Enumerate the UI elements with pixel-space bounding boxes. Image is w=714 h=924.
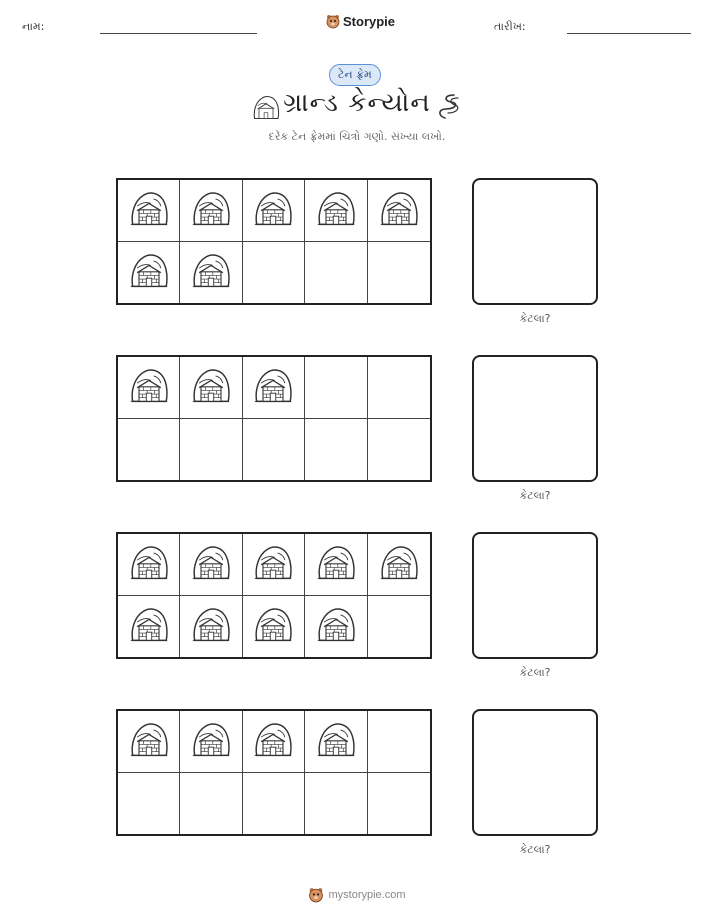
ten-frame-cell: [180, 357, 242, 419]
canyon-rock-house-icon: [316, 719, 356, 763]
ten-frame-cell: [305, 357, 367, 419]
answer-box-1[interactable]: [472, 178, 598, 305]
ten-frame-4: [116, 709, 432, 836]
canyon-rock-house-icon: [253, 542, 293, 586]
ten-frame-cell: [180, 773, 242, 835]
ten-frame-cell: [368, 242, 430, 304]
ten-frame-1: [116, 178, 432, 305]
ten-frame-cell: [243, 180, 305, 242]
canyon-rock-house-icon: [129, 365, 169, 409]
ten-frame-cell: [305, 534, 367, 596]
ten-frame-cell: [243, 419, 305, 481]
how-many-label-4: કેટલા?: [519, 843, 551, 856]
canyon-rock-house-icon: [379, 542, 419, 586]
canyon-rock-house-icon: [191, 719, 231, 763]
ten-frame-cell: [305, 242, 367, 304]
ten-frame-cell: [368, 357, 430, 419]
ten-frame-cell: [118, 773, 180, 835]
canyon-rock-house-icon: [253, 188, 293, 232]
canyon-rock-house-icon: [191, 365, 231, 409]
canyon-rock-house-icon: [191, 542, 231, 586]
ten-frame-cell: [243, 773, 305, 835]
ten-frame-cell: [118, 180, 180, 242]
canyon-rock-house-icon: [253, 365, 293, 409]
answer-box-2[interactable]: [472, 355, 598, 482]
canyon-rock-house-icon: [129, 188, 169, 232]
ten-frame-cell: [368, 180, 430, 242]
ten-frame-cell: [243, 534, 305, 596]
ten-frame-cell: [180, 180, 242, 242]
storypie-mascot-icon: [308, 887, 324, 903]
canyon-rock-house-icon: [129, 542, 169, 586]
canyon-rock-house-icon: [316, 604, 356, 648]
ten-frame-cell: [118, 596, 180, 658]
how-many-label-1: કેટલા?: [519, 312, 551, 325]
canyon-rock-house-icon: [316, 542, 356, 586]
answer-box-3[interactable]: [472, 532, 598, 659]
brand-logo: [326, 14, 395, 29]
ten-frame-cell: [180, 419, 242, 481]
ten-frame-cell: [180, 242, 242, 304]
ten-frame-cell: [243, 711, 305, 773]
footer-url[interactable]: mystorypie.com: [328, 889, 406, 901]
ten-frame-cell: [118, 357, 180, 419]
ten-frame-cell: [305, 773, 367, 835]
instruction-text: દરેક ટેન ફ્રેમમાં ચિત્રો ગણો. સંખ્યા લખો.: [268, 130, 446, 143]
worksheet-title: ગ્રાન્ડ કેન્યોન: [283, 88, 431, 118]
ten-frame-cell: [118, 419, 180, 481]
canyon-rock-house-icon: [129, 250, 169, 294]
storypie-mascot-icon: [326, 14, 340, 29]
ten-frame-cell: [180, 596, 242, 658]
footer: [0, 887, 714, 903]
name-label: નામ:: [22, 20, 45, 33]
ten-frame-cell: [118, 534, 180, 596]
ten-frame-badge: ટેન ફ્રેમ: [329, 64, 381, 86]
winding-river-icon: [432, 92, 462, 126]
ten-frame-cell: [243, 357, 305, 419]
canyon-rock-house-icon: [379, 188, 419, 232]
canyon-rock-house-icon: [253, 604, 293, 648]
canyon-rock-house-icon: [191, 188, 231, 232]
ten-frame-cell: [305, 419, 367, 481]
date-line[interactable]: [567, 33, 691, 34]
how-many-label-3: કેટલા?: [519, 666, 551, 679]
ten-frame-cell: [305, 596, 367, 658]
ten-frame-cell: [368, 711, 430, 773]
canyon-rock-house-icon: [129, 604, 169, 648]
date-label: તારીખ:: [494, 20, 526, 33]
canyon-rock-house-icon: [191, 250, 231, 294]
how-many-label-2: કેટલા?: [519, 489, 551, 502]
ten-frame-cell: [305, 711, 367, 773]
ten-frame-cell: [243, 596, 305, 658]
name-line[interactable]: [100, 33, 257, 34]
ten-frame-cell: [368, 419, 430, 481]
ten-frame-cell: [368, 596, 430, 658]
ten-frame-cell: [368, 534, 430, 596]
ten-frame-cell: [118, 242, 180, 304]
ten-frame-2: [116, 355, 432, 482]
canyon-rock-house-icon: [316, 188, 356, 232]
ten-frame-cell: [305, 180, 367, 242]
ten-frame-cell: [368, 773, 430, 835]
answer-box-4[interactable]: [472, 709, 598, 836]
canyon-rock-house-icon: [129, 719, 169, 763]
ten-frame-cell: [118, 711, 180, 773]
brand-name: Storypie: [343, 14, 396, 29]
canyon-rock-house-icon: [191, 604, 231, 648]
ten-frame-cell: [243, 242, 305, 304]
canyon-rock-house-icon: [253, 719, 293, 763]
ten-frame-cell: [180, 711, 242, 773]
ten-frame-3: [116, 532, 432, 659]
ten-frame-cell: [180, 534, 242, 596]
